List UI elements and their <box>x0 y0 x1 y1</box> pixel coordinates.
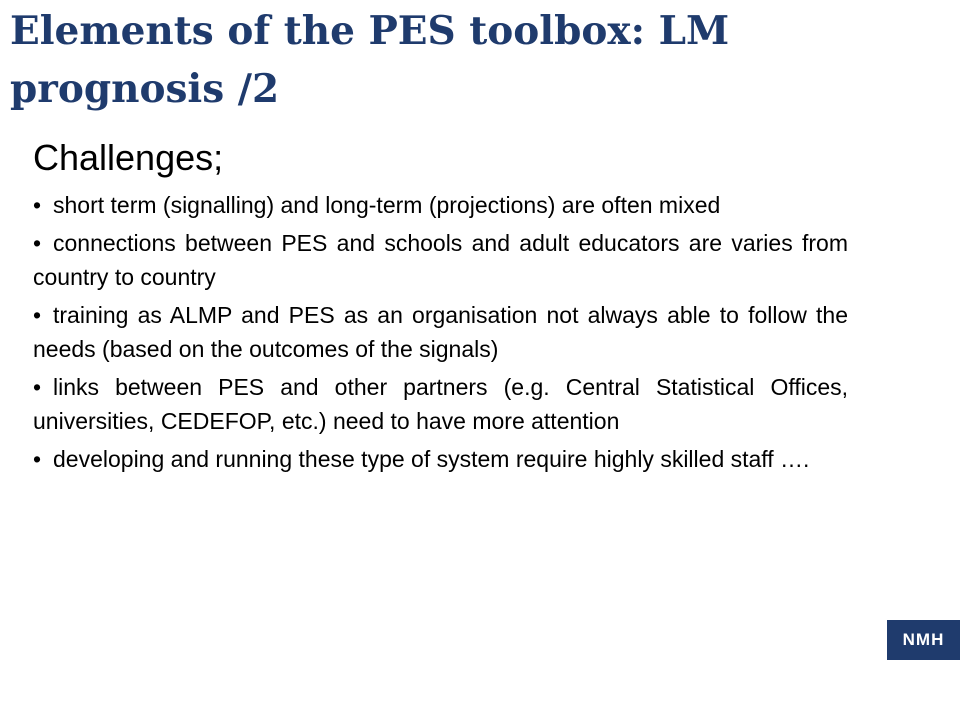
list-item-text: developing and running these type of system require highly skilled staff …. <box>53 446 810 472</box>
list-item-text: links between PES and other partners (e.g. Central Statistical Offices, universities, CEDEFOP, etc.) need to have more attention <box>33 374 848 434</box>
list-item <box>33 188 848 222</box>
list-item <box>33 442 848 476</box>
slide-content <box>33 136 848 480</box>
bullet-icon: • <box>33 446 42 472</box>
list-item-text: training as ALMP and PES as an organisation not always able to follow the needs (based on the outcomes of the signals) <box>33 302 848 362</box>
bullet-icon: • <box>33 374 42 400</box>
bullet-icon: • <box>33 192 42 218</box>
list-item <box>33 370 848 438</box>
list-item-text: short term (signalling) and long-term (projections) are often mixed <box>53 192 721 218</box>
challenges-heading: Challenges; <box>33 137 224 178</box>
list-item-text: connections between PES and schools and adult educators are varies from country to country <box>33 230 848 290</box>
list-item <box>33 226 848 294</box>
list-item <box>33 298 848 366</box>
slide-title: Elements of the PES toolbox: LM prognosis /2 <box>10 8 730 112</box>
bullet-icon: • <box>33 230 42 256</box>
challenges-list <box>33 188 848 476</box>
logo-text: NMH <box>902 630 945 649</box>
bullet-icon: • <box>33 302 42 328</box>
nmh-logo <box>887 620 960 660</box>
